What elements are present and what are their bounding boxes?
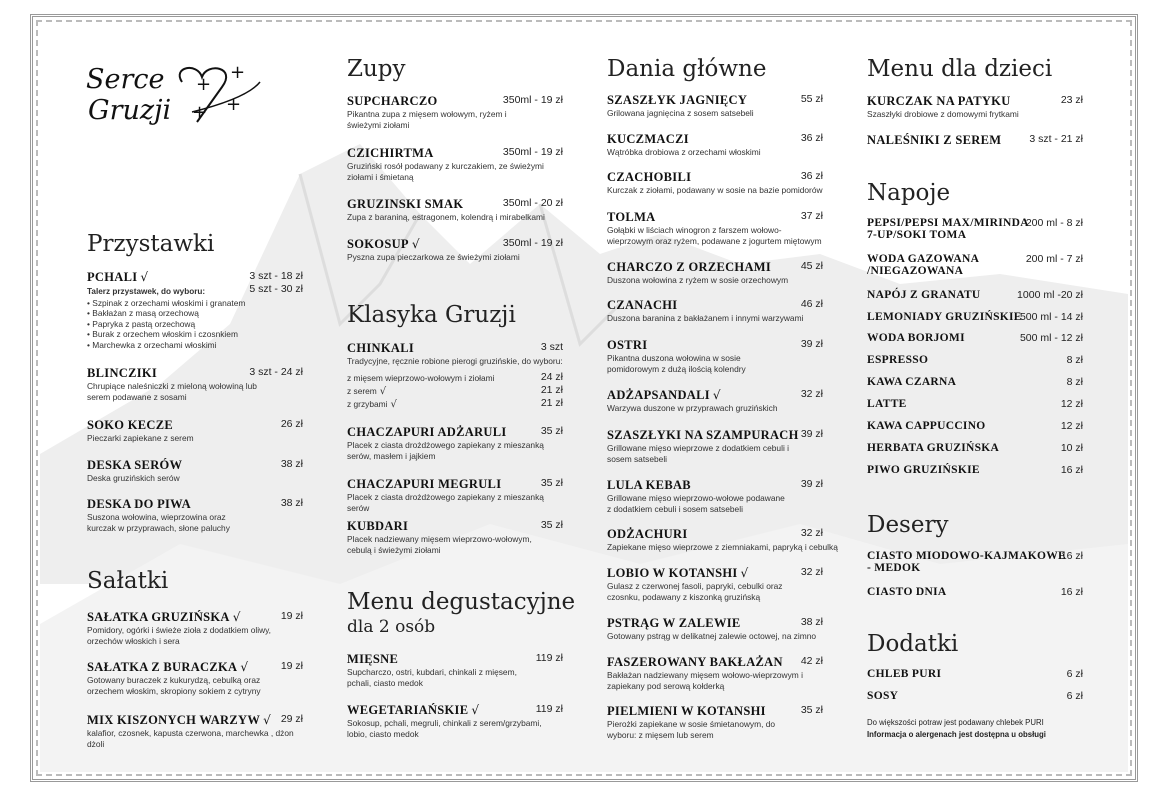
menu-item [867,464,1083,476]
menu-item [607,298,823,324]
svg-text:+: + [196,74,212,95]
menu-item [607,616,823,642]
logo-line1: Serce [86,64,165,95]
item-price: 8 zł [1066,376,1083,388]
item-desc: Zupa z baraniną, estragonem, kolendrą i mirabelkami [347,212,545,222]
menu-item [347,703,563,739]
item-name: CHINKALI [347,341,414,355]
item-price: 500 ml - 14 zł [1019,311,1083,323]
menu-item [867,420,1083,432]
item-price: 38 zł [280,458,303,470]
svg-text:+: + [226,94,242,115]
menu-item [867,550,1083,574]
item-price: 39 zł [800,478,823,490]
vegetarian-icon: √ [232,610,241,624]
item-name: KAWA CZARNA [867,376,957,388]
item-name-line2: 7-UP/SOKI TOMA [867,229,967,241]
vegetarian-icon: √ [411,237,420,251]
menu-item [607,170,823,196]
item-name: LEMONIADY GRUZIŃSKIE [867,311,1022,323]
item-price: 16 zł [1060,550,1083,562]
item-desc: Bakłażan nadziewany mięsem wołowo-wieprzowym i zapiekany pod serową kołderką [607,670,803,691]
item-price: 32 zł [800,566,823,578]
logo-line2: Gruzji [88,95,172,126]
item-price: 5 szt - 30 zł [249,283,303,295]
item-name: CZANACHI [607,298,678,312]
item-name: GRUZINSKI SMAK [347,197,464,211]
section-subtitle-degustacja: dla 2 osób [347,617,436,637]
item-price: 3 szt - 21 zł [1029,133,1083,145]
svg-text:+: + [192,102,208,123]
menu-item [607,388,823,414]
item-desc: Placek z ciasta drożdżowego zapiekany z mieszanką serów [347,492,544,513]
item-name: ESPRESSO [867,354,929,366]
item-name: CHACZAPURI ADŻARULI [347,425,507,439]
item-desc: Pikantna duszona wołowina w sosie pomidorowym z dużą ilością kolendry [607,353,746,374]
item-name: CIASTO MIODOWO-KAJMAKOWE [867,550,1066,562]
chinkali-option-price: 21 zł [540,384,563,396]
item-price: 350ml - 19 zł [502,94,563,106]
menu-item [87,660,303,696]
menu-item [867,311,1083,323]
chinkali-option: z serem √ [347,386,387,397]
menu-item [607,428,823,464]
menu-item [347,519,563,555]
item-price: 119 zł [535,703,563,715]
section-title-klasyka: Klasyka Gruzji [347,302,516,328]
menu-item [867,668,1083,680]
vegetarian-icon: √ [471,703,480,717]
menu-item [607,210,823,246]
item-name: LULA KEBAB [607,478,691,492]
item-price: 3 szt - 24 zł [249,366,303,378]
item-desc: Pyszna zupa pieczarkowa ze świeżymi ziołami [347,252,520,262]
item-price: 10 zł [1060,442,1083,454]
item-name: MIX KISZONYCH WARZYW [87,713,261,727]
item-price: 19 zł [280,660,303,672]
item-price: 23 zł [1060,94,1083,106]
vegetarian-icon: √ [390,399,397,410]
menu-item [867,253,1083,277]
item-desc: Duszona wołowina z ryżem w sosie orzechowym [607,275,789,285]
item-name: PEPSI/PEPSI MAX/MIRINDA [867,217,1029,229]
item-price: 119 zł [535,652,563,664]
item-price: 3 szt [540,341,563,353]
vegetarian-icon: √ [140,270,149,284]
item-price: 46 zł [800,298,823,310]
item-name: CHACZAPURI MEGRULI [347,477,502,491]
menu-item [607,260,823,286]
menu-item-chinkali [347,341,563,367]
item-desc: Grillowane mięso wieprzowe z dodatkiem cebuli i sosem satsebeli [607,443,790,464]
menu-item [87,458,303,484]
section-title-degustacja: Menu degustacyjne [347,589,576,615]
menu-item [87,713,303,749]
menu-item [867,354,1083,366]
item-name: ODŻACHURI [607,527,688,541]
item-price: 35 zł [540,425,563,437]
item-name: SOKO KECZE [87,418,174,432]
chinkali-option-price: 21 zł [540,397,563,409]
item-price: 12 zł [1060,398,1083,410]
menu-item [867,133,1083,148]
item-name: CZACHOBILI [607,170,692,184]
item-price: 200 ml - 7 zł [1025,253,1083,265]
section-title-napoje: Napoje [867,180,951,206]
section-title-przystawki: Przystawki [87,231,215,257]
item-name: BLINCZIKI [87,366,158,380]
menu-item [347,94,563,130]
item-desc: Suszona wołowina, wieprzowina oraz kurczak w przyprawach, słone paluchy [87,512,230,533]
item-desc-head: Talerz przystawek, do wyboru: [87,287,206,296]
footer-line2: Informacja o alergenach jest dostępna u obsługi [867,730,1046,739]
item-name-line2: - MEDOK [867,562,921,574]
menu-item [867,376,1083,388]
logo [86,62,246,126]
menu-item [607,527,838,553]
item-desc: Gulasz z czerwonej fasoli, papryki, cebulki oraz czosnku, podawany z kiszonką gruzińską [607,581,783,602]
item-price: 1000 ml -20 zł [1017,289,1083,301]
section-title-desery: Desery [867,512,949,538]
item-desc: Wątróbka drobiowa z orzechami włoskimi [607,147,761,157]
item-price: 39 zł [800,338,823,350]
item-price: 350ml - 19 zł [502,146,563,158]
menu-item [867,94,1083,120]
item-name: MIĘSNE [347,652,399,666]
menu-item [867,398,1083,410]
item-price: 36 zł [800,170,823,182]
item-name: WODA BORJOMI [867,332,965,344]
item-name: SUPCHARCZO [347,94,438,108]
footer-note [867,717,1046,741]
chinkali-option-price: 24 zł [540,371,563,383]
item-desc: kalafior, czosnek, kapusta czerwona, marchewka , dżon dżoli [87,728,294,749]
item-price: 500 ml - 12 zł [1019,332,1083,344]
item-name: PSTRĄG W ZALEWIE [607,616,741,630]
item-name: DESKA SERÓW [87,458,183,472]
item-price: 12 zł [1060,420,1083,432]
chinkali-option: z mięsem wieprzowo-wołowym i ziołami [347,373,495,383]
heart-cross-icon [162,62,262,132]
item-desc: Szaszłyki drobiowe z domowymi frytkami [867,109,1019,119]
item-desc: Zapiekane mięso wieprzowe z ziemniakami, papryką i cebulką [607,542,838,552]
section-title-zupy: Zupy [347,56,406,82]
item-price: 38 zł [800,616,823,628]
item-price: 26 zł [280,418,303,430]
menu-item [867,289,1083,301]
item-desc: Chrupiące naleśniczki z mieloną wołowiną lub serem podawane z sosami [87,381,257,402]
item-desc: Pieczarki zapiekane z serem [87,433,194,443]
item-price: 8 zł [1066,354,1083,366]
item-name: KUCZMACZI [607,132,689,146]
item-desc: Gotowany pstrąg w delikatnej zalewie octowej, na zimno [607,631,817,641]
item-desc: Gołąbki w liściach winogron z farszem wołowo-wieprzowym oraz ryżem, podawane z jogurtem miętowym [607,225,822,246]
item-name: SAŁATKA Z BURACZKA [87,660,238,674]
menu-item [87,497,303,533]
item-name: LATTE [867,398,907,410]
item-name: SZASZŁYK JAGNIĘCY [607,93,748,107]
item-desc: Sokosup, pchali, megruli, chinkali z serem/grzybami, lobio, ciasto medok [347,718,542,739]
item-name-line2: /NIEGAZOWANA [867,265,964,277]
menu-item [607,655,823,691]
vegetarian-icon: √ [712,388,721,402]
vegetarian-icon: √ [379,386,387,397]
item-price: 35 zł [540,477,563,489]
item-name: KURCZAK NA PATYKU [867,94,1011,108]
menu-item [867,332,1083,344]
item-name: CHARCZO Z ORZECHAMI [607,260,772,274]
section-title-dzieci: Menu dla dzieci [867,56,1053,82]
item-name: SOSY [867,690,899,702]
item-price: 45 zł [800,260,823,272]
item-name: NAPÓJ Z GRANATU [867,289,981,301]
item-desc: Duszona baranina z bakłażanem i innymi warzywami [607,313,804,323]
item-name: KAWA CAPPUCCINO [867,420,986,432]
item-price: 350ml - 19 zł [502,237,563,249]
item-name: WEGETARIAŃSKIE [347,703,469,717]
menu-item [867,442,1083,454]
menu-item [607,478,823,514]
item-price: 38 zł [280,497,303,509]
option: • Szpinak z orzechami włoskimi i granatem [87,297,246,308]
vegetarian-icon: √ [263,713,272,727]
option: • Burak z orzechem włoskim i czosnkiem [87,329,238,339]
item-name: DESKA DO PIWA [87,497,191,511]
menu-item [607,566,823,602]
item-name: SOKOSUP [347,237,409,251]
item-name: LOBIO W KOTANSHI [607,566,738,580]
item-desc: Grilowana jagnięcina z sosem satsebeli [607,108,754,118]
item-price: 36 zł [800,132,823,144]
item-price: 29 zł [280,713,303,725]
item-name: NALEŚNIKI Z SEREM [867,133,1002,147]
item-name: PIELMIENI W KOTANSHI [607,704,766,718]
menu-item [867,690,1083,702]
item-desc: Placek nadziewany mięsem wieprzowo-wołowym, cebulą i świeżymi ziołami [347,534,532,555]
menu-item [607,338,823,374]
item-price: 35 zł [800,704,823,716]
item-price: 39 zł [800,428,823,440]
item-name: PIWO GRUZIŃSKIE [867,464,980,476]
menu-item-pchali [87,270,303,350]
menu-item [607,704,823,740]
item-desc: Pomidory, ogórki i świeże zioła z dodatkiem oliwy, orzechów włoskich i sera [87,625,272,646]
item-desc: Supcharczo, ostri, kubdari, chinkali z mięsem, pchali, ciasto medok [347,667,517,688]
item-name: FASZEROWANY BAKŁAŻAN [607,655,783,669]
menu-item [347,237,563,263]
menu-item [347,425,563,461]
menu-item [867,586,1083,598]
item-price: 35 zł [540,519,563,531]
item-name: HERBATA GRUZIŃSKA [867,442,1000,454]
item-name: PCHALI [87,270,138,284]
item-desc: Pikantna zupa z mięsem wołowym, ryżem i świeżymi ziołami [347,109,507,130]
menu-item [867,217,1083,241]
item-name: KUBDARI [347,519,409,533]
item-desc: Warzywa duszone w przyprawach gruzińskich [607,403,778,413]
item-price: 6 zł [1066,690,1083,702]
item-desc: Gotowany buraczek z kukurydzą, cebulką oraz orzechem włoskim, skropiony sokiem z cytryny [87,675,261,696]
item-desc: Placek z ciasta drożdżowego zapiekany z mieszanką serów, masłem i jajkiem [347,440,544,461]
item-price: 32 zł [800,388,823,400]
menu-item [347,652,563,688]
item-price: 55 zł [800,93,823,105]
item-price: 3 szt - 18 zł [249,270,303,282]
section-title-dodatki: Dodatki [867,631,959,657]
item-name: OSTRI [607,338,648,352]
option: • Marchewka z orzechami włoskimi [87,339,217,350]
item-price: 37 zł [800,210,823,222]
item-name: CHLEB PURI [867,668,942,680]
item-price: 19 zł [280,610,303,622]
item-name: WODA GAZOWANA [867,253,980,265]
item-name: CZICHIRTMA [347,146,434,160]
item-desc: Deska gruzińskich serów [87,473,180,483]
item-desc: Kurczak z ziołami, podawany w sosie na bazie pomidorów [607,185,823,195]
menu-item [607,132,823,158]
item-price: 6 zł [1066,668,1083,680]
menu-item [87,418,303,444]
item-price: 42 zł [800,655,823,667]
item-name: CIASTO DNIA [867,586,947,598]
option: • Papryka z pastą orzechową [87,318,196,329]
item-name: ADŻAPSANDALI [607,388,710,402]
svg-text:+: + [230,62,246,83]
item-price: 32 zł [800,527,823,539]
item-price: 16 zł [1060,464,1083,476]
item-name: SZASZŁYKI NA SZAMPURACH [607,428,799,442]
vegetarian-icon: √ [740,566,749,580]
section-title-dania: Dania główne [607,56,767,82]
section-title-salatki: Sałatki [87,568,169,594]
menu-item [87,366,303,402]
item-desc: Grillowane mięso wieprzowo-wołowe podawane z dodatkiem cebuli i sosem satsebeli [607,493,785,514]
item-name: SAŁATKA GRUZIŃSKA [87,610,230,624]
vegetarian-icon: √ [240,660,249,674]
item-name: TOLMA [607,210,656,224]
menu-item [347,477,565,513]
item-desc: Gruziński rosół podawany z kurczakiem, ze świeżymi ziołami i śmietaną [347,161,544,182]
item-price: 350ml - 20 zł [502,197,563,209]
chinkali-option: z grzybami √ [347,399,397,410]
item-desc: Tradycyjne, ręcznie robione pierogi gruzińskie, do wyboru: [347,356,563,366]
menu-item [607,93,823,119]
item-price: 16 zł [1060,586,1083,598]
item-desc: Pierożki zapiekane w sosie śmietanowym, do wyboru: z mięsem lub serem [607,719,776,740]
option: • Bakłażan z masą orzechową [87,308,199,318]
menu-item [347,146,563,182]
footer-line1: Do większości potraw jest podawany chlebek PURI [867,718,1044,727]
item-price: 200 ml - 8 zł [1025,217,1083,229]
menu-item [347,197,563,223]
menu-item [87,610,303,646]
